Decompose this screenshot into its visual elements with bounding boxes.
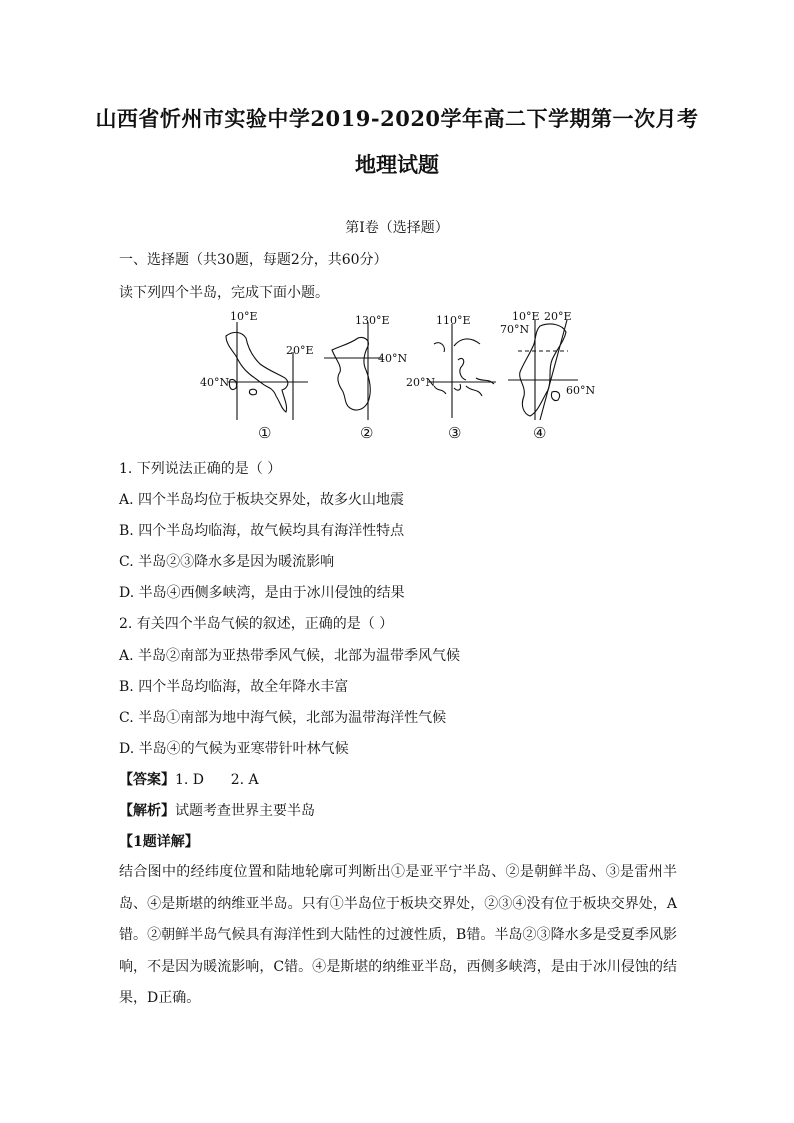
map4-lon-label: 10°E: [512, 310, 540, 323]
map1-number: ①: [258, 424, 272, 442]
map-leizhou: [428, 324, 496, 418]
map1-lon-label: 10°E: [230, 310, 258, 323]
question-2-option-c: C. 半岛①南部为地中海气候，北部为温带海洋性气候: [119, 710, 447, 726]
map-italy: [226, 322, 308, 420]
detail-label: 【1题详解】: [119, 834, 199, 850]
question-1-option-c: C. 半岛②③降水多是因为暖流影响: [119, 554, 335, 570]
answer-text: 1. D 2. A: [175, 772, 259, 788]
map-korea: [324, 322, 382, 420]
map4-lat2-label: 60°N: [566, 384, 596, 397]
analysis-label: 【解析】: [119, 803, 175, 819]
analysis-text: 试题考查世界主要半岛: [175, 803, 315, 819]
map2-lat-label: 40°N: [378, 352, 408, 365]
map1-lat-label: 40°N: [200, 376, 230, 389]
map4-number: ④: [533, 424, 547, 442]
map4-lon2-label: 20°E: [544, 310, 572, 323]
map3-number: ③: [448, 424, 462, 442]
peninsula-maps-svg: [190, 308, 610, 446]
question-1-stem: 1. 下列说法正确的是（ ）: [119, 461, 282, 477]
part-heading: 一、选择题（共30题，每题2分，共60分）: [119, 252, 388, 268]
question-2-option-b: B. 四个半岛均临海，故全年降水丰富: [119, 679, 349, 695]
question-1-option-b: B. 四个半岛均临海，故气候均具有海洋性特点: [119, 523, 405, 539]
detail-paragraph: 结合图中的经纬度位置和陆地轮廓可判断出①是亚平宁半岛、②是朝鲜半岛、③是雷州半岛、④是斯堪的纳维亚半岛。只有①半岛位于板块交界处，②③④没有位于板块交界处，A错。②朝鲜半岛气候具有海洋性到大陆性的过渡性质，B错。半岛②③降水多是受夏季风影响，不是因为暖流影响，C错。④是斯堪的纳维亚半岛，西侧多峡湾，是由于冰川侵蚀的结果，D正确。: [119, 864, 677, 1006]
map2-number: ②: [360, 424, 374, 442]
question-2-stem: 2. 有关四个半岛气候的叙述，正确的是（ ）: [119, 616, 394, 632]
exam-title: 山西省忻州市实验中学2019-2020学年高二下学期第一次月考: [95, 106, 699, 131]
map3-lat-label: 20°N: [406, 376, 436, 389]
map2-lon-label: 130°E: [355, 314, 390, 327]
exam-subject: 地理试题: [355, 152, 439, 177]
map1-lon2-label: 20°E: [286, 344, 314, 357]
question-2-option-a: A. 半岛②南部为亚热带季风气候，北部为温带季风气候: [119, 648, 461, 664]
question-2-option-d: D. 半岛④的气候为亚寒带针叶林气候: [119, 741, 349, 757]
question-1-option-d: D. 半岛④西侧多峡湾，是由于冰川侵蚀的结果: [119, 585, 405, 601]
answer-line: [119, 769, 259, 789]
question-1-option-a: A. 四个半岛均位于板块交界处，故多火山地震: [119, 492, 405, 508]
map3-lon-label: 110°E: [436, 314, 471, 327]
section-heading: 第I卷（选择题）: [345, 220, 449, 236]
peninsula-maps-figure: [190, 308, 610, 446]
question-intro: 读下列四个半岛，完成下面小题。: [119, 285, 329, 301]
analysis-line: [119, 800, 315, 820]
answer-label: 【答案】: [119, 772, 175, 788]
map4-lat-label: 70°N: [500, 323, 530, 336]
